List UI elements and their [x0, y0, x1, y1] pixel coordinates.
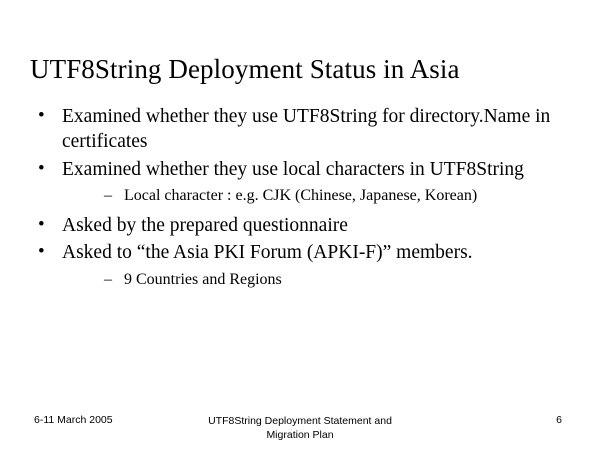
list-item: [32, 157, 572, 207]
sub-list-wrapper: [90, 270, 572, 291]
sub-list-wrapper: [90, 186, 572, 207]
list-item-text: Asked to “the Asia PKI Forum (APKI-F)” members.: [62, 242, 473, 264]
list-item-text: Examined whether they use local characters in UTF8String: [62, 158, 524, 180]
footer-title-line2: Migration Plan: [266, 429, 334, 442]
footer-date: 6-11 March 2005: [34, 414, 113, 426]
bullet-marker-icon: •: [38, 157, 45, 179]
bullet-marker-icon: •: [38, 213, 45, 235]
page-number: 6: [556, 414, 562, 426]
sub-bullet-list: [90, 270, 572, 291]
page-title: UTF8String Deployment Status in Asia: [30, 54, 460, 85]
list-item: [32, 213, 572, 238]
footer-title-line1: UTF8String Deployment Statement and: [208, 415, 392, 427]
sub-list-item: [90, 270, 572, 291]
list-item-text: Asked by the prepared questionnaire: [62, 214, 348, 236]
slide-body: [32, 104, 572, 296]
dash-marker-icon: –: [104, 270, 112, 288]
bullet-marker-icon: •: [38, 241, 45, 263]
sub-bullet-list: [90, 186, 572, 207]
sub-list-item: [90, 186, 572, 207]
list-item-text: Examined whether they use UTF8String for directory.Name in certificates: [62, 106, 551, 153]
list-item: [32, 240, 572, 290]
bullet-marker-icon: •: [38, 105, 45, 126]
footer-title: [150, 414, 450, 442]
slide-footer: [0, 412, 600, 450]
sub-list-item-text: 9 Countries and Regions: [124, 270, 282, 288]
sub-list-item-text: Local character : e.g. CJK (Chinese, Japanese, Korean): [124, 187, 478, 205]
list-item: [32, 104, 572, 155]
bullet-list: [32, 104, 572, 290]
dash-marker-icon: –: [104, 187, 112, 205]
